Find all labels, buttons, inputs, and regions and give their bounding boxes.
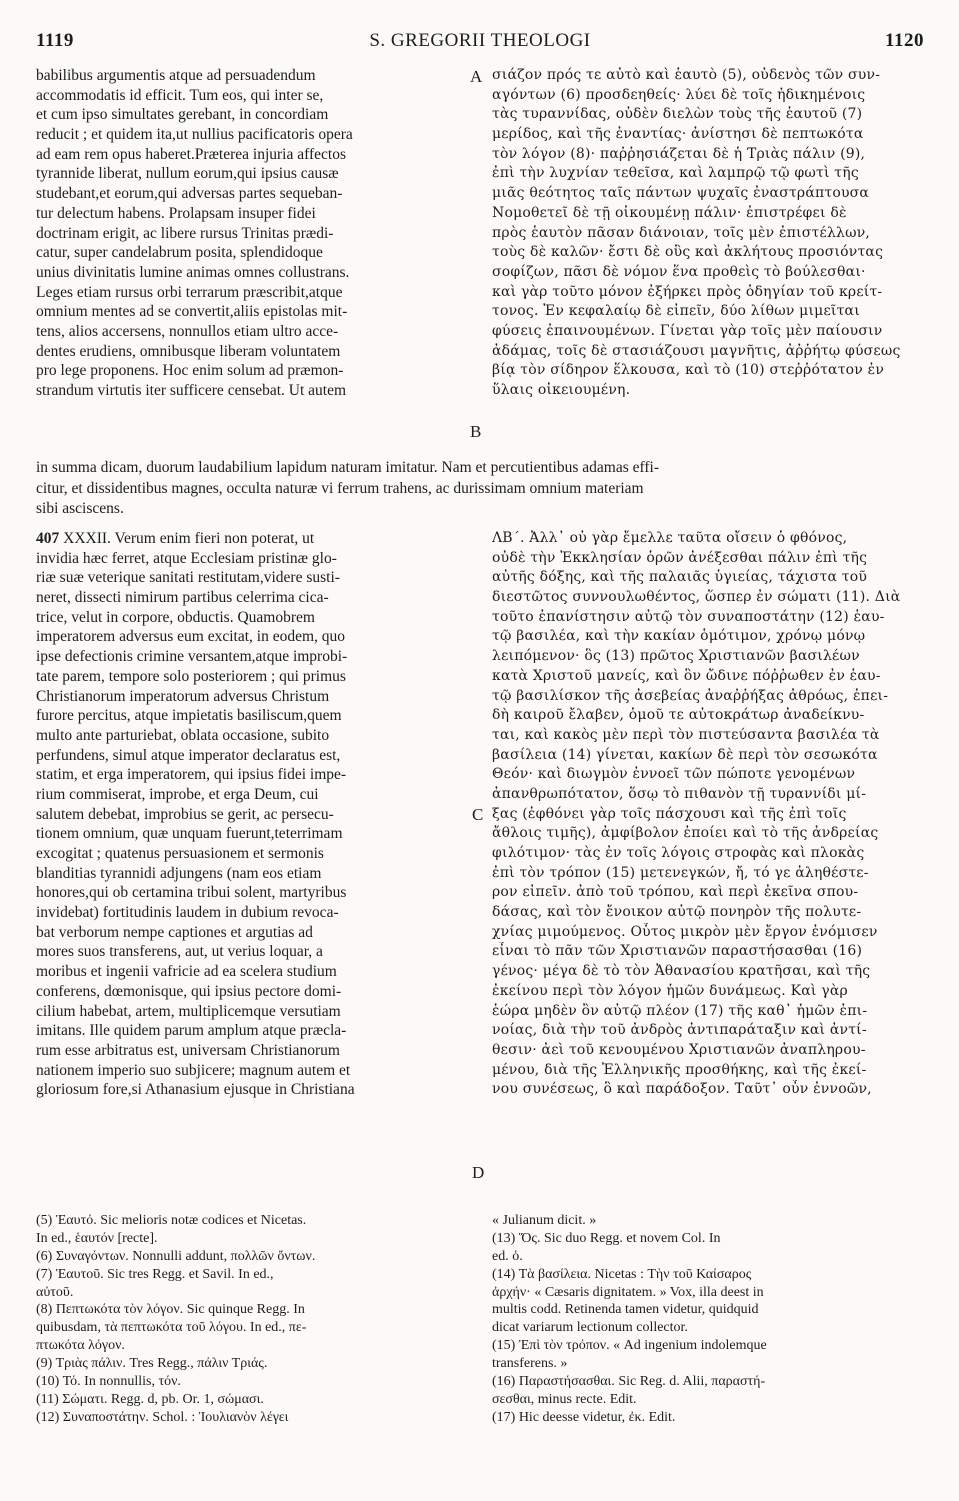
margin-marker-a: A <box>470 67 483 86</box>
footnote: (13) Ὅς. Sic duo Regg. et novem Col. In <box>492 1230 721 1246</box>
greek-line: νοίας, διὰ τὴν τοῦ ἀνδρὸς ἀντιπαράταξιν καὶ ἀντί- <box>492 1022 867 1039</box>
footnote: (16) Παραστήσασθαι. Sic Reg. d. Alii, παραστή- <box>492 1374 766 1390</box>
latin-line: honores,qui ob certamina tribui solent, martyribus <box>36 884 347 902</box>
greek-line: ἑώρα μηδὲν ὂν αὐτῷ πλέον (17) τῆς καθ᾽ ἡμῶν ἐπι- <box>492 1002 868 1019</box>
footnote: « Julianum dicit. » <box>492 1213 597 1228</box>
greek-column-top <box>492 66 924 401</box>
greek-line: δάσας, καὶ τὸν ἔνοικον αὐτῷ πονηρὸν τῆς πολυτε- <box>492 904 862 921</box>
greek-line: βασίλεια (14) γίνεται, κακίων δὲ περὶ τὸν σεσωκότα <box>492 746 878 763</box>
greek-line: ξας (ἐφθόνει γὰρ τοῖς πάσχουσι καὶ τῆς ἐπὶ τοῖς <box>492 805 847 822</box>
greek-line: σοφίζων, πᾶσι δὲ νόμον ἕνα προθεὶς τὸ βούλεσθαι· <box>492 263 866 280</box>
latin-line: imitans. Ille quidem parum amplum atque præcla- <box>36 1022 347 1040</box>
latin-line: statim, et erga imperatorem, qui ipsius fidei impe- <box>36 766 347 784</box>
latin-line: doctrinam erigit, ac libere rursus Trinitas prædi- <box>36 224 334 242</box>
greek-line: Νομοθετεῖ δὲ τῇ οἰκουμένῃ πάλιν· ἐπιστρέφει δὲ <box>492 204 847 221</box>
footnotes-right <box>492 1212 924 1427</box>
greek-line: χνίας μιμούμενος. Οὗτος μικρὸν μὲν ἔργον ἐνόμισεν <box>492 923 878 940</box>
greek-line: γένος· μέγα δὲ τὸ τὸν Ἀθανασίου κρατῆσαι, καὶ τῆς <box>492 963 871 980</box>
margin-marker-d: D <box>472 1163 485 1182</box>
footnotes-left <box>36 1212 470 1427</box>
latin-line: trice, velut in corpore, obductis. Quamobrem <box>36 608 315 626</box>
greek-line: ἄθλοις τιμῆς), ἀμφίβολον ἐποίει καὶ τὸ τῆς ἀνδρείας <box>492 825 879 842</box>
greek-line: τονος. Ἐν κεφαλαίῳ δὲ εἰπεῖν, δύο λίθων μιμεῖται <box>492 303 860 320</box>
greek-line: τῷ βασιλέα, καὶ τὴν κακίαν ὁμότιμον, χρόνῳ μόνῳ <box>492 628 866 645</box>
greek-line: αγόντων (6) προσδεηθείς· λύει δὲ τοῖς ἠδικημένοις <box>492 86 866 103</box>
latin-line: blanditias tyrannidi adjungens (nam eos etiam <box>36 864 322 882</box>
latin-line: omnium mentes ad se convertit,aliis epistolas mit- <box>36 303 348 321</box>
right-page-number: 1120 <box>885 30 924 51</box>
footnote: (6) Συναγόντων. Nonnulli addunt, πολλῶν ὄντων. <box>36 1248 316 1264</box>
latin-line: gloriosum fore,si Athanasium ejusque in Christiana <box>36 1081 355 1099</box>
footnote: multis codd. Retinenda tamen videtur, quidquid <box>492 1302 759 1318</box>
latin-line: cilium habebat, artem, multiplicemque versutiam <box>36 1002 341 1020</box>
greek-line: φύσεις ἐπαινουμένων. Γίνεται γὰρ τοῖς μὲν παίουσιν <box>492 322 883 339</box>
section-heading: XXXII. <box>63 530 111 547</box>
footnote: (8) Πεπτωκότα τὸν λόγον. Sic quinque Regg. In <box>36 1302 305 1318</box>
footnote: (11) Σώματι. Regg. d, pb. Or. 1, σώμασι. <box>36 1391 264 1407</box>
latin-line: nationem imperio suo subjicere; magnum autem et <box>36 1061 351 1079</box>
greek-line: ἀπανθρωπότατον, ὅσῳ τὸ πιθανὸν τῇ τυραννίδι μί- <box>492 785 867 802</box>
latin-line: rum esse arbitratus est, universam Christianorum <box>36 1041 340 1059</box>
greek-line: πρὸς ἑαυτὸν πᾶσαν διάνοιαν, τοῖς μὲν ἐπιστέλλων, <box>492 224 871 241</box>
latin-line: unius divinitatis lumine animas omnes collustrans. <box>36 263 350 281</box>
greek-line: ἐπὶ τὸν τρόπον (15) μετενεγκών, ἤ, τό γε ἀληθέστε- <box>492 864 869 881</box>
latin-line: riæ suæ veterique sanitati restitutam,videre susti- <box>36 569 340 587</box>
footnote: αὐτοῦ. <box>36 1284 74 1300</box>
footnote: ἀρχήν· « Cæsaris dignitatem. » Vox, illa deest in <box>492 1284 764 1300</box>
margin-marker-c: C <box>472 805 484 824</box>
footnote: (5) Ἑαυτό. Sic melioris notæ codices et Nicetas. <box>36 1213 307 1228</box>
latin-line: Christianorum imperatorum adversus Christum <box>36 687 330 705</box>
greek-line: τὰς τυραννίδας, οὐδὲν διελὼν τοὺς τῆς ἑαυτοῦ (7) <box>492 106 863 123</box>
greek-line: κατὰ Χριστοῦ μανείς, καὶ ὃν ὤδινε πόῤῥωθεν ἐν ἑαυ- <box>492 667 881 684</box>
latin-line: tur delectum habens. Prolapsam insuper fidei <box>36 204 316 222</box>
greek-line: μερίδος, καὶ τῆς ἐναντίας· ἀνίστησι δὲ πεπτωκότα <box>492 126 864 143</box>
greek-line: φιλότιμον· τὰς ἐν τοῖς λόγοις στροφὰς καὶ πλοκὰς <box>492 845 865 861</box>
latin-line: pro lege proponens. Hoc enim solum ad præmon- <box>36 362 344 380</box>
latin-line: tionem omnium, quæ unquam fuerunt,teterrimam <box>36 825 343 843</box>
greek-line: ται, καὶ κακὸς μὲν περὶ τὸν πιστεύσαντα βασιλέα τὰ <box>492 726 880 743</box>
latin-line: excogitat ; quatenus persuasionem et sermonis <box>36 845 324 862</box>
footnote: quibusdam, τὰ πεπτωκότα τοῦ λόγου. In ed., πε- <box>36 1320 307 1336</box>
latin-line: conferens, dœmonisque, qui ipsius pectore domi- <box>36 982 342 1000</box>
latin-line: ad eam rem opus haberet.Præterea injuria affectos <box>36 145 347 163</box>
greek-line: ἀδάμας, τοῖς δὲ στασιάζουσι μαγνῆτις, ἀῤῥήτῳ φύσεως <box>492 342 901 359</box>
running-title: S. GREGORII THEOLOGI <box>369 30 591 51</box>
latin-line: tyrannide liberat, nullum eorum,qui ipsius causæ <box>36 165 339 183</box>
footnote: In ed., ἑαυτόν [recte]. <box>36 1230 158 1246</box>
greek-line: νου συνέσεως, ὃ καὶ παράδοξον. Ταῦτ᾽ οὖν ἐννοῶν, <box>492 1081 872 1098</box>
greek-line: μιᾶς θεότητος ταῖς πάντων ψυχαῖς ἐναστράπτουσα <box>492 185 870 202</box>
greek-line: ὕλαις οἰκειουμένη. <box>492 382 631 398</box>
latin-line: furore percitus, atque impietatis basiliscum,quem <box>36 707 342 725</box>
footnote: (12) Συναποστάτην. Schol. : Ἰουλιανὸν λέγει <box>36 1409 289 1425</box>
footnote: (14) Τὰ βασίλεια. Nicetas : Τὴν τοῦ Καίσαρος <box>492 1266 752 1282</box>
footnote: (15) Ἐπὶ τὸν τρόπον. « Ad ingenium indolemque <box>492 1338 767 1354</box>
latin-line: bat verborum nempe captiones et argutias ad <box>36 923 313 941</box>
footnote: dicat variarum lectionum collector. <box>492 1320 688 1336</box>
footnote: (10) Τό. In nonnullis, τόν. <box>36 1374 181 1390</box>
greek-line: εἶναι τὸ πᾶν τῶν Χριστιανῶν παραστήσασθαι (16) <box>492 943 863 960</box>
left-page-number: 1119 <box>36 30 74 51</box>
latin-line: moribus et ingenii vafricie ad ea scelera studium <box>36 963 337 981</box>
greek-line: ἐκείνου περὶ τὸν λόγον ἡμῶν δυνάμεως. Καὶ γὰρ <box>492 982 848 999</box>
footnote: (9) Τριὰς πάλιν. Tres Regg., πάλιν Τριάς. <box>36 1356 268 1372</box>
footnote: transferens. » <box>492 1356 568 1372</box>
latin-line: invidebat) fortitudinis laudem in dubium revoca- <box>36 904 339 922</box>
footnote: πτωκότα λόγον. <box>36 1338 125 1354</box>
latin-line: strandum virtutis iter sufficere censebat. Ut autem <box>36 382 347 399</box>
latin-line: mores suos transferens, aut, ut verius loquar, a <box>36 943 323 961</box>
latin-line: perfundens, simul atque imperator declaratus est, <box>36 746 341 764</box>
greek-line: τοὺς δὲ καλῶν· ἔστι δὲ οὓς καὶ ἀκλήτους προσιόντας <box>492 244 884 261</box>
latin-line: dentes erudiens, omnibusque liberam voluntatem <box>36 342 341 360</box>
latin-line: Leges etiam rursus orbi terrarum præscribit,atque <box>36 283 343 301</box>
latin-line: imperatorem adversus eum excitat, in eodem, quo <box>36 628 346 646</box>
greek-line: τοῦτο ἐπανίστησιν αὐτῷ τὸν συναποστάτην (12) ἑαυ- <box>492 608 885 625</box>
full-width-latin <box>36 458 924 520</box>
greek-line: θεσιν· ἀεὶ τοῦ κενουμένου Χριστιανῶν ἀναπληρου- <box>492 1041 866 1058</box>
footnote: (17) Hic deesse videtur, ἐκ. Edit. <box>492 1409 676 1425</box>
greek-line: βίᾳ τὸν σίδηρον ἕλκουσα, καὶ τὸ (10) στεῤῥότατον ἐν <box>492 362 885 379</box>
latin-line: studebant,et eorum,qui adversas partes sequeban- <box>36 185 343 203</box>
latin-line-text: Verum enim fieri non poterat, ut <box>114 530 315 547</box>
greek-line: οὐδὲ τὴν Ἐκκλησίαν ὁρῶν ἀνέξεσθαι πάλιν ἐπὶ τῆς <box>492 549 868 566</box>
footnote: (7) Ἑαυτοῦ. Sic tres Regg. et Savil. In ed., <box>36 1266 274 1282</box>
page-header <box>36 30 924 56</box>
latin-line: accommodatis id efficit. Tum eos, qui inter se, <box>36 86 324 104</box>
greek-line: ΛΒ΄. Ἀλλ᾽ οὐ γὰρ ἔμελλε ταῦτα οἴσειν ὁ φθόνος, <box>492 530 848 546</box>
latin-line: tate parem, tempore solo posteriorem ; qui primus <box>36 667 346 685</box>
greek-line: δὴ καιροῦ ἔλαβεν, ὁμοῦ τε αὐτοκράτωρ ἀναδείκνυ- <box>492 707 865 724</box>
full-width-line: in summa dicam, duorum laudabilium lapidum naturam imitatur. Nam et percutientibus adamas effi- <box>36 459 660 476</box>
greek-line: διεστῶτος συννουλωθέντος, ὥσπερ ἐν σώματι (11). Διὰ <box>492 589 901 606</box>
greek-line: αὐτῆς δόξης, καὶ τῆς παλαιᾶς ὑγιείας, τάχιστα τοῦ <box>492 569 868 586</box>
full-width-line: citur, et dissidentibus magnes, occulta naturæ vi ferrum trahens, ac durissimam omnium materiam <box>36 479 644 497</box>
footnote: ed. ὁ. <box>492 1248 523 1264</box>
latin-line: salutem debebat, improbius se gerit, ac persecu- <box>36 805 334 823</box>
latin-line: catur, super candelabrum posita, splendidoque <box>36 244 323 262</box>
greek-line: λειπόμενον· ὃς (13) πρῶτος Χριστιανῶν βασιλέων <box>492 648 860 665</box>
greek-line: ἐπὶ τὴν λυχνίαν τεθεῖσα, καὶ λαμπρῷ τῷ φωτὶ τῆς <box>492 165 859 182</box>
latin-line: multo ante parturiebat, oblata occasione, subito <box>36 726 330 744</box>
latin-line: et cum ipso simultates gerebant, in concordiam <box>36 106 329 124</box>
latin-line: rium commiserat, improbe, et erga Deum, cui <box>36 785 319 803</box>
greek-line: ρον εἰπεῖν. ἀπὸ τοῦ τρόπου, καὶ περὶ ἐκεῖνα σπου- <box>492 884 859 901</box>
section-number: 407 <box>36 530 60 547</box>
full-width-line: sibi asciscens. <box>36 500 124 517</box>
greek-line: τὸν λόγον (8)· παῤῥησιάζεται δὲ ἡ Τριὰς πάλιν (9), <box>492 145 866 162</box>
greek-column-bottom <box>492 529 924 1100</box>
latin-line: babilibus argumentis atque ad persuadendum <box>36 67 316 84</box>
greek-line: Θεόν· καὶ διωγμὸν ἐννοεῖ τῶν πώποτε γενομένων <box>492 766 856 783</box>
latin-line: reducit ; et quidem ita,ut nullius pacificatoris opera <box>36 126 353 144</box>
latin-column-top <box>36 66 466 401</box>
margin-marker-b: B <box>470 422 482 441</box>
footnote: σεσθαι, minus recte. Edit. <box>492 1391 637 1407</box>
greek-line: τῷ βασιλίσκον τῆς ἀσεβείας ἀναῤῥήξας ἀθρόως, ἐπει- <box>492 687 889 704</box>
latin-line-section-start <box>36 529 466 549</box>
greek-line: μένου, διὰ τῆς Ἑλληνικῆς προσθήκης, καὶ τῆς ἐκεί- <box>492 1061 867 1078</box>
latin-line: tens, alios accersens, nonnullos etiam ultro acce- <box>36 322 339 340</box>
greek-line: σιάζον πρός τε αὐτὸ καὶ ἑαυτὸ (5), οὐδενὸς τῶν συν- <box>492 67 881 83</box>
latin-column-bottom <box>36 529 466 1100</box>
latin-line: neret, dissecti nimirum partibus celerrima cica- <box>36 589 329 607</box>
greek-line: καὶ γὰρ τοῦτο μόνον ἐξήρκει πρὸς ὁδηγίαν τοῦ κρείτ- <box>492 283 883 300</box>
latin-line: invidia hæc ferret, atque Ecclesiam pristinæ glo- <box>36 549 337 567</box>
latin-line: ipse defectionis crimine versantem,atque improbi- <box>36 648 348 666</box>
